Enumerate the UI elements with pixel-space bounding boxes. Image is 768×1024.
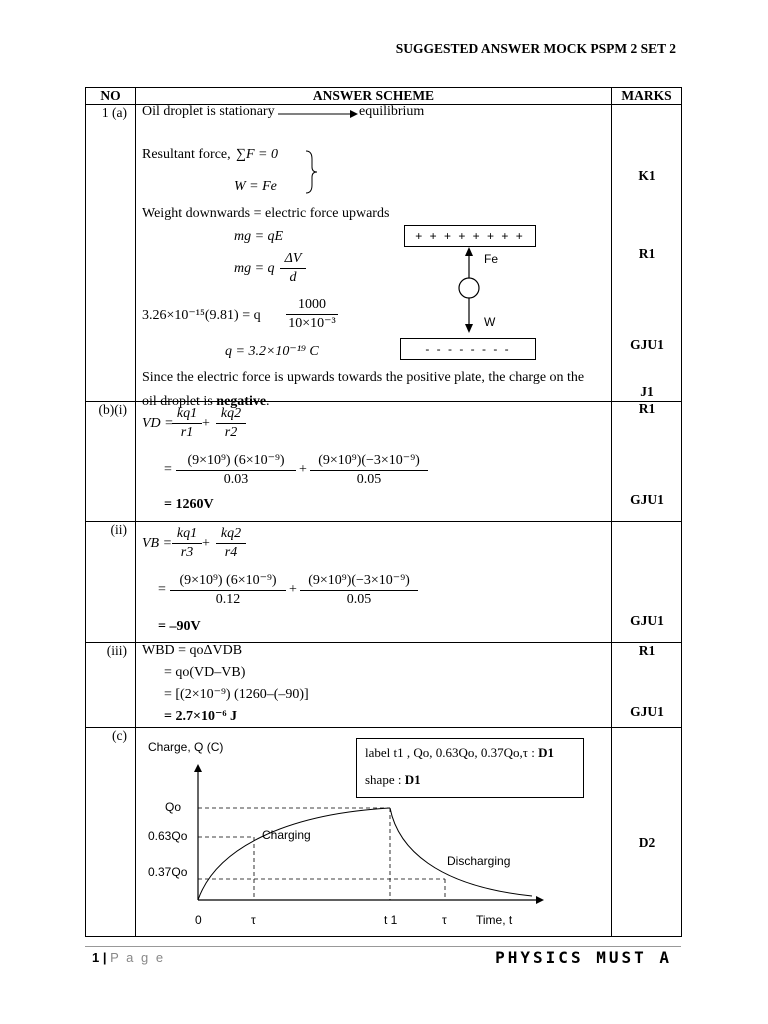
text-line: Since the electric force is upwards towards the positive plate, the charge on the	[142, 370, 585, 385]
guide-lines	[198, 808, 445, 900]
tick-label: t 1	[384, 913, 398, 927]
tick-label: 0.37Qo	[148, 865, 188, 879]
equation: mg = qE	[234, 229, 284, 244]
fraction: $\frac{kq2}{r4}$	[216, 525, 246, 562]
result: = 1260V	[164, 497, 214, 512]
row-number: (iii)	[86, 643, 136, 728]
mark: D2	[638, 835, 656, 850]
answer-scheme-table	[85, 87, 682, 937]
text-line: Weight downwards = electric force upwards	[142, 206, 390, 221]
text-line: Resultant force,	[142, 147, 231, 162]
tick-label: 0	[195, 913, 202, 927]
y-axis-arrow-icon	[194, 764, 202, 772]
col-no-header: NO	[86, 88, 136, 105]
mark: R1	[638, 401, 656, 416]
droplet-force-diagram	[454, 245, 484, 337]
mark: GJU1	[630, 337, 664, 352]
y-axis-label: Charge, Q (C)	[148, 740, 224, 754]
equation: VB =	[142, 536, 173, 551]
table-row-1a	[86, 105, 682, 402]
fraction: $\frac{\Delta V}{d}$	[280, 250, 306, 287]
result: = 2.7×10⁻⁶ J	[164, 709, 238, 724]
row-number: (b)(i)	[86, 402, 136, 522]
negative-plate: - - - - - - - -	[400, 338, 536, 360]
mark: J1	[640, 384, 654, 399]
arrow-right-icon	[278, 109, 358, 119]
equation: mg = q	[234, 261, 275, 276]
text-line: Oil droplet is stationary	[142, 104, 275, 119]
mark: GJU1	[630, 613, 664, 628]
document-header: SUGGESTED ANSWER MOCK PSPM 2 SET 2	[395, 41, 676, 56]
positive-plate: + + + + + + + +	[404, 225, 536, 247]
fraction: $\frac{kq2}{r2}$	[216, 405, 246, 442]
marking-legend	[356, 738, 584, 798]
mark: GJU1	[630, 704, 664, 719]
fraction: $\frac{kq1}{r3}$	[172, 525, 202, 562]
answer-cell: VD = $\frac{kq1}{r1}$ + $\frac{kq2}{r2}$ = $\frac{\text{(9×10⁹) (6×10⁻⁹)}}{0.03}$ + $\frac{\text{(9×10⁹)(−3×10⁻⁹)}}{0.05}$ = 1260V	[136, 402, 611, 521]
annotation: Charging	[262, 828, 311, 842]
fraction: $\frac{kq1}{r1}$	[172, 405, 202, 442]
fraction: $\frac{\text{(9×10⁹)(−3×10⁻⁹)}}{0.05}$	[310, 452, 428, 489]
equation: = qo(VD–VB)	[164, 665, 246, 680]
w-label: W	[484, 315, 496, 329]
table-row-1bi	[86, 402, 682, 522]
row-number: (c)	[86, 728, 136, 937]
equation: = [(2×10⁻⁹) (1260–(–90)]	[164, 687, 309, 702]
fraction: $\frac{\text{(9×10⁹) (6×10⁻⁹)}}{0.03}$	[176, 452, 296, 489]
legend-line: label t1 , Qo, 0.63Qo, 0.37Qo,τ : D1	[365, 745, 555, 760]
equation: q = 3.2×10⁻¹⁹ C	[225, 344, 319, 359]
mark: R1	[638, 246, 656, 261]
table-row-1c	[86, 728, 682, 937]
legend-line: shape : D1	[365, 772, 421, 787]
table-row-1bii	[86, 522, 682, 643]
footer-divider	[85, 946, 681, 947]
tick-label: 0.63Qo	[148, 829, 188, 843]
row-number: 1 (a)	[86, 105, 136, 402]
equation: W = Fe	[234, 179, 277, 194]
equation: WBD = qoΔVDB	[142, 643, 243, 658]
result: = –90V	[158, 619, 201, 634]
text-line: equilibrium	[359, 104, 425, 119]
tick-label: Qo	[165, 800, 182, 814]
charging-curve	[198, 808, 390, 900]
answer-cell	[136, 104, 611, 409]
fe-label: Fe	[484, 252, 499, 266]
annotation: Discharging	[447, 854, 511, 868]
x-axis-arrow-icon	[536, 896, 544, 904]
table-header-row	[86, 88, 682, 105]
page-number: 1 | P a g e	[92, 950, 166, 965]
tick-label: τ	[251, 913, 256, 927]
mark: R1	[638, 643, 656, 658]
row-number: (ii)	[86, 522, 136, 643]
fraction: $\frac{1000}{\text{10×10⁻³}}$	[286, 296, 338, 333]
fraction: $\frac{\text{(9×10⁹) (6×10⁻⁹)}}{0.12}$	[170, 572, 286, 609]
answer-cell: VB = $\frac{kq1}{r3}$ + $\frac{kq2}{r4}$ = $\frac{\text{(9×10⁹) (6×10⁻⁹)}}{0.12}$ + $\frac{\text{(9×10⁹)(−3×10⁻⁹)}}{0.05}$ = –90V	[136, 522, 611, 642]
discharging-curve	[390, 808, 532, 896]
mark: K1	[638, 168, 656, 183]
col-answer-header: ANSWER SCHEME	[136, 88, 612, 105]
equation: 3.26×10⁻¹⁵(9.81) = q	[142, 308, 261, 323]
x-axis-label: Time, t	[476, 913, 513, 927]
fraction: $\frac{\text{(9×10⁹)(−3×10⁻⁹)}}{0.05}$	[300, 572, 418, 609]
equation: VD =	[142, 416, 174, 431]
col-marks-header: MARKS	[612, 88, 682, 105]
tick-label: τ	[442, 913, 447, 927]
table-row-1biii	[86, 643, 682, 728]
footer-brand: PHYSICS MUST A	[495, 948, 672, 967]
answer-cell	[136, 643, 611, 727]
answer-cell	[136, 728, 611, 936]
mark: GJU1	[630, 492, 664, 507]
brace-icon	[304, 149, 318, 195]
equation: ∑F = 0	[236, 147, 278, 162]
text-line: oil droplet is negative.	[142, 394, 270, 409]
